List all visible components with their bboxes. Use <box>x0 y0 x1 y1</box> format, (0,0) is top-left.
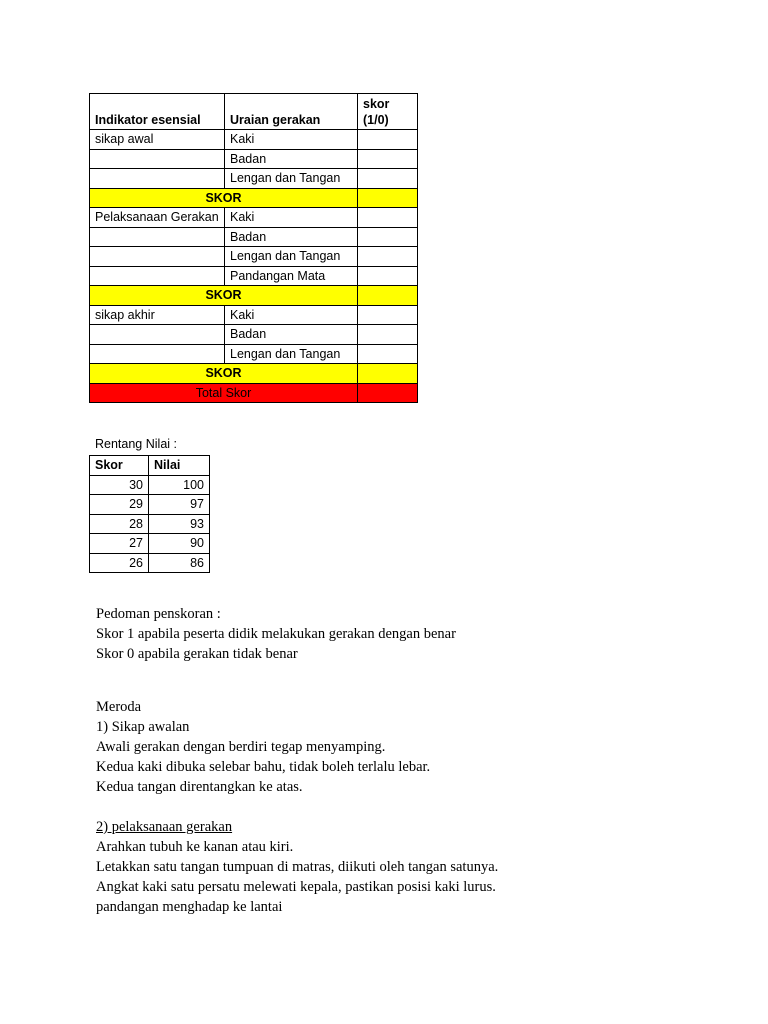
pedoman-title: Pedoman penskoran : <box>96 606 221 622</box>
range-nilai: 97 <box>149 495 210 515</box>
table-row <box>90 344 418 364</box>
indicator-cell <box>90 344 225 364</box>
range-nilai: 100 <box>149 475 210 495</box>
score-cell <box>358 208 418 228</box>
indicator-cell: sikap awal <box>90 130 225 150</box>
section1-title: 1) Sikap awalan <box>96 719 190 735</box>
uraian-cell: Kaki <box>225 130 358 150</box>
section2-title: 2) pelaksanaan gerakan <box>96 819 233 835</box>
uraian-cell: Kaki <box>225 208 358 228</box>
assessment-table <box>89 93 418 403</box>
indicator-cell: sikap akhir <box>90 305 225 325</box>
meroda-section <box>96 697 498 917</box>
pedoman-section <box>96 604 456 664</box>
table-row <box>90 227 418 247</box>
header-skor: skor (1/0) <box>358 94 418 130</box>
table-row <box>90 305 418 325</box>
score-cell <box>358 266 418 286</box>
range-nilai: 86 <box>149 553 210 573</box>
skor-label: SKOR <box>90 364 358 384</box>
section2-line: Angkat kaki satu persatu melewati kepala, pastikan posisi kaki lurus. <box>96 879 496 895</box>
skor-row <box>90 364 418 384</box>
table-row <box>90 266 418 286</box>
uraian-cell: Pandangan Mata <box>225 266 358 286</box>
uraian-cell: Badan <box>225 325 358 345</box>
skor-row <box>90 188 418 208</box>
score-cell <box>358 247 418 267</box>
rentang-nilai-table <box>89 455 210 573</box>
uraian-cell: Badan <box>225 149 358 169</box>
range-skor: 29 <box>90 495 149 515</box>
rentang-nilai-label: Rentang Nilai : <box>95 437 177 451</box>
pedoman-line: Skor 0 apabila gerakan tidak benar <box>96 646 298 662</box>
table-row <box>90 325 418 345</box>
section1-line: Awali gerakan dengan berdiri tegap menyamping. <box>96 739 386 755</box>
indicator-cell: Pelaksanaan Gerakan <box>90 208 225 228</box>
range-nilai: 93 <box>149 514 210 534</box>
meroda-title: Meroda <box>96 699 142 715</box>
skor-value <box>358 364 418 384</box>
total-value <box>358 383 418 403</box>
uraian-cell: Lengan dan Tangan <box>225 169 358 189</box>
section2-line: Letakkan satu tangan tumpuan di matras, diikuti oleh tangan satunya. <box>96 859 499 875</box>
header-row <box>90 94 418 130</box>
range-skor: 28 <box>90 514 149 534</box>
skor-value <box>358 286 418 306</box>
indicator-cell <box>90 169 225 189</box>
table-row <box>90 130 418 150</box>
section1-line: Kedua tangan direntangkan ke atas. <box>96 779 303 795</box>
range-header-skor: Skor <box>90 456 149 476</box>
uraian-cell: Badan <box>225 227 358 247</box>
range-row <box>90 495 210 515</box>
indicator-cell <box>90 325 225 345</box>
range-skor: 26 <box>90 553 149 573</box>
score-cell <box>358 325 418 345</box>
range-nilai: 90 <box>149 534 210 554</box>
table-row <box>90 208 418 228</box>
section1-line: Kedua kaki dibuka selebar bahu, tidak boleh terlalu lebar. <box>96 759 431 775</box>
range-row <box>90 514 210 534</box>
indicator-cell <box>90 227 225 247</box>
table-row <box>90 247 418 267</box>
uraian-cell: Kaki <box>225 305 358 325</box>
score-cell <box>358 344 418 364</box>
range-header-row <box>90 456 210 476</box>
skor-label: SKOR <box>90 188 358 208</box>
total-label: Total Skor <box>90 383 358 403</box>
section2-line: pandangan menghadap ke lantai <box>96 899 283 915</box>
uraian-cell: Lengan dan Tangan <box>225 247 358 267</box>
table-row <box>90 169 418 189</box>
header-uraian: Uraian gerakan <box>225 94 358 130</box>
skor-label: SKOR <box>90 286 358 306</box>
skor-row <box>90 286 418 306</box>
range-row <box>90 534 210 554</box>
indicator-cell <box>90 266 225 286</box>
header-indikator: Indikator esensial <box>90 94 225 130</box>
skor-value <box>358 188 418 208</box>
uraian-cell: Lengan dan Tangan <box>225 344 358 364</box>
score-cell <box>358 305 418 325</box>
indicator-cell <box>90 149 225 169</box>
range-row <box>90 475 210 495</box>
score-cell <box>358 169 418 189</box>
pedoman-line: Skor 1 apabila peserta didik melakukan gerakan dengan benar <box>96 626 456 642</box>
score-cell <box>358 149 418 169</box>
range-skor: 27 <box>90 534 149 554</box>
range-skor: 30 <box>90 475 149 495</box>
section2-line: Arahkan tubuh ke kanan atau kiri. <box>96 839 294 855</box>
score-cell <box>358 130 418 150</box>
table-row <box>90 149 418 169</box>
range-header-nilai: Nilai <box>149 456 210 476</box>
total-row <box>90 383 418 403</box>
range-row <box>90 553 210 573</box>
indicator-cell <box>90 247 225 267</box>
score-cell <box>358 227 418 247</box>
